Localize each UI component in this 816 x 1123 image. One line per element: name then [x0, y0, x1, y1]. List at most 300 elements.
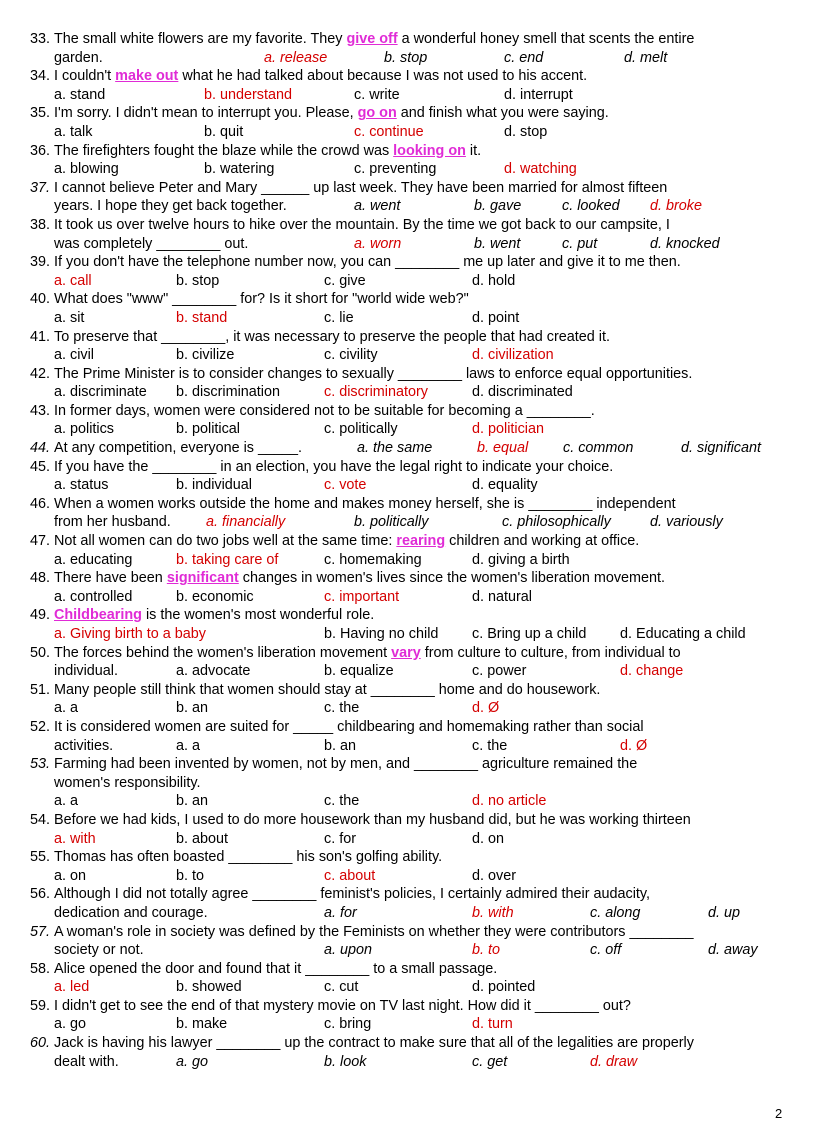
question-text: [54, 290, 787, 309]
question-text-pre: Many people still think that women should stay at ________ home and do housework.: [54, 681, 601, 698]
question-44: [30, 439, 787, 458]
keyword-highlight: go on: [357, 105, 397, 122]
question-number: 58.: [30, 960, 51, 977]
question-text: [54, 104, 787, 123]
answer-option: a. civil: [54, 347, 94, 364]
answer-option: a. go: [176, 1053, 209, 1070]
question-text: [54, 923, 787, 942]
question-text: [54, 365, 787, 384]
correct-answer-option: b. understand: [204, 86, 293, 103]
question-55: [30, 848, 787, 885]
correct-answer-option: a. release: [264, 49, 328, 66]
correct-answer-option: d. change: [620, 663, 684, 680]
question-text-pre: Thomas has often boasted ________ his son's golfing ability.: [54, 849, 443, 866]
answer-option: b. gave: [474, 198, 522, 215]
answer-option: d. point: [472, 309, 520, 326]
question-text: [54, 532, 787, 551]
answer-options: [54, 383, 787, 402]
question-36: [30, 142, 787, 179]
question-stem: [30, 811, 787, 830]
answer-options: [54, 830, 787, 849]
question-text-pre: The forces behind the women's liberation movement: [54, 644, 392, 661]
keyword-highlight: looking on: [393, 142, 466, 159]
answer-options: [54, 978, 787, 997]
answer-option: c. the: [324, 700, 360, 717]
answer-option: b. watering: [204, 161, 275, 178]
question-text-pre: Although I did not totally agree ________ feminist's policies, I certainly admired their audacity,: [54, 886, 651, 903]
question-number: 50.: [30, 644, 51, 661]
answer-option: a. a: [176, 737, 201, 754]
question-text: [54, 718, 787, 737]
answer-option: c. civility: [324, 347, 378, 364]
answer-option: d. giving a birth: [472, 551, 570, 568]
correct-answer-option: d. watching: [504, 161, 577, 178]
answer-option: b. went: [474, 235, 521, 252]
question-text-line2: individual.: [54, 663, 118, 680]
keyword-highlight: vary: [391, 644, 421, 661]
question-33: [30, 30, 787, 67]
question-text-pre: Jack is having his lawyer ________ up the contract to make sure that all of the legalities are properly: [54, 1035, 694, 1052]
question-46: [30, 495, 787, 532]
question-text-line2: from her husband.: [54, 514, 171, 531]
question-text-pre: I didn't get to see the end of that mystery movie on TV last night. How did it ________ out?: [54, 997, 631, 1014]
answer-options: [54, 272, 787, 291]
question-stem: [30, 960, 787, 979]
answer-options: [54, 699, 787, 718]
question-number: 37.: [30, 179, 51, 196]
question-number: 55.: [30, 849, 51, 866]
question-text: [54, 644, 787, 663]
answer-option: a. politics: [54, 421, 114, 438]
question-stem: [30, 30, 787, 49]
answer-option: c. along: [590, 904, 641, 921]
answer-option: d. interrupt: [504, 86, 573, 103]
question-number: 52.: [30, 718, 51, 735]
question-text: [54, 885, 787, 904]
question-number: 59.: [30, 997, 51, 1014]
answer-options: [54, 625, 787, 644]
question-text: [54, 811, 787, 830]
question-text-pre: When a women works outside the home and makes money herself, she is ________ independent: [54, 495, 676, 512]
answer-option: d. melt: [624, 49, 668, 66]
question-48: [30, 569, 787, 606]
answer-option: b. an: [176, 700, 209, 717]
answer-option: c. write: [354, 86, 400, 103]
correct-answer-option: d. turn: [472, 1016, 513, 1033]
answer-options: [54, 737, 787, 756]
answer-option: a. sit: [54, 309, 85, 326]
answer-options: [54, 197, 787, 216]
answer-option: a. a: [54, 700, 79, 717]
answer-options: [54, 160, 787, 179]
answer-options: [54, 476, 787, 495]
question-text: [54, 681, 787, 700]
answer-option: a. the same: [357, 440, 433, 457]
question-text: [54, 495, 787, 514]
answer-option: a. upon: [324, 942, 373, 959]
correct-answer-option: d. civilization: [472, 347, 554, 364]
correct-answer-option: d. Ø: [472, 700, 500, 717]
correct-answer-option: b. equal: [477, 440, 529, 457]
question-text-post: children and working at office.: [445, 533, 640, 550]
answer-option: b. look: [324, 1053, 367, 1070]
keyword-highlight: give off: [346, 31, 398, 47]
question-stem: [30, 439, 787, 458]
answer-option: d. pointed: [472, 979, 536, 996]
answer-option: c. for: [324, 830, 356, 847]
answer-option: a. controlled: [54, 588, 133, 605]
question-number: 56.: [30, 886, 51, 903]
answer-option: b. discrimination: [176, 384, 280, 401]
question-stem: [30, 402, 787, 421]
answer-option: c. politically: [324, 421, 398, 438]
answer-options: [54, 309, 787, 328]
question-47: [30, 532, 787, 569]
question-text-pre: I'm sorry. I didn't mean to interrupt you. Please,: [54, 105, 358, 122]
answer-option: d. natural: [472, 588, 533, 605]
answer-option: b. individual: [176, 477, 253, 494]
question-53: [30, 755, 787, 811]
answer-options: [54, 792, 787, 811]
answer-options: [54, 49, 787, 68]
answer-option: a. on: [54, 867, 87, 884]
answer-option: c. common: [563, 440, 634, 457]
answer-option: d. hold: [472, 272, 516, 289]
correct-answer-option: a. financially: [206, 514, 286, 531]
question-number: 57.: [30, 923, 51, 940]
answer-option: a. for: [324, 904, 357, 921]
question-stem: [30, 997, 787, 1016]
question-text-pre: Before we had kids, I used to do more housework than my husband did, but he was working thirteen: [54, 811, 691, 828]
question-stem: [30, 885, 787, 904]
answer-option: a. educating: [54, 551, 133, 568]
correct-answer-option: a. call: [54, 272, 92, 289]
correct-answer-option: a. led: [54, 979, 90, 996]
question-text-pre: Alice opened the door and found that it ________ to a small passage.: [54, 960, 498, 977]
question-text-post: is the women's most wonderful role.: [141, 607, 375, 624]
correct-answer-option: d. Ø: [620, 737, 648, 754]
answer-option: b. equalize: [324, 663, 394, 680]
correct-answer-option: b. stand: [176, 309, 228, 326]
question-number: 38.: [30, 216, 51, 233]
answer-option: b. economic: [176, 588, 254, 605]
question-text-pre: In former days, women were considered not to be suitable for becoming a ________.: [54, 402, 595, 419]
answer-options: [54, 346, 787, 365]
question-text: [54, 960, 787, 979]
question-stem: [30, 104, 787, 123]
question-text: [54, 848, 787, 867]
answer-option: d. away: [708, 942, 758, 959]
question-58: [30, 960, 787, 997]
answer-options: [54, 235, 787, 254]
question-number: 36.: [30, 142, 51, 159]
question-number: 33.: [30, 31, 51, 47]
question-text-line2: activities.: [54, 737, 114, 754]
question-text-pre: To preserve that ________, it was necessary to preserve the people that had created it.: [54, 328, 610, 345]
answer-option: d. over: [472, 867, 516, 884]
question-number: 43.: [30, 402, 51, 419]
answer-option: d. on: [472, 830, 505, 847]
question-stem: [30, 755, 787, 774]
answer-option: d. equality: [472, 477, 538, 494]
question-37: [30, 179, 787, 216]
question-number: 53.: [30, 756, 51, 773]
correct-answer-option: b. taking care of: [176, 551, 279, 568]
answer-option: a. blowing: [54, 161, 119, 178]
question-number: 46.: [30, 495, 51, 512]
question-number: 54.: [30, 811, 51, 828]
question-number: 35.: [30, 105, 51, 122]
answer-option: b. quit: [204, 123, 244, 140]
answer-options: [54, 1015, 787, 1034]
question-number: 48.: [30, 570, 51, 587]
answer-option: c. put: [562, 235, 598, 252]
answer-option: c. the: [324, 793, 360, 810]
answer-option: a. discriminate: [54, 384, 147, 401]
question-text: [54, 179, 787, 198]
question-42: [30, 365, 787, 402]
answer-option: a. talk: [54, 123, 93, 140]
question-text-pre: Not all women can do two jobs well at the same time:: [54, 533, 397, 550]
question-stem: [30, 532, 787, 551]
question-stem: [30, 606, 787, 625]
page-number: 2: [775, 1106, 783, 1121]
correct-answer-option: d. draw: [590, 1053, 638, 1070]
question-number: 44.: [30, 440, 51, 457]
answer-option: b. Having no child: [324, 626, 439, 642]
answer-option: b. to: [176, 867, 205, 884]
question-text: [54, 458, 787, 477]
question-stem: [30, 848, 787, 867]
question-number: 47.: [30, 533, 51, 550]
question-text-line2: garden.: [54, 49, 103, 66]
question-text-pre: There have been: [54, 570, 167, 587]
question-text-pre: If you have the ________ in an election, you have the legal right to indicate your choice.: [54, 458, 614, 475]
question-stem: [30, 495, 787, 514]
question-text: [54, 1034, 787, 1053]
answer-option: b. politically: [354, 514, 429, 531]
question-text: [54, 606, 787, 625]
question-text: [54, 67, 787, 86]
question-sheet: [30, 30, 787, 1071]
question-text-pre: I cannot believe Peter and Mary ______ up last week. They have been married for almost fifteen: [54, 179, 668, 196]
question-text: [54, 402, 787, 421]
question-text-pre: It took us over twelve hours to hike over the mountain. By the time we got back to our campsite, I: [54, 216, 670, 233]
question-text-post: from culture to culture, from individual to: [420, 644, 681, 661]
answer-option: b. stop: [384, 49, 428, 66]
question-number: 51.: [30, 681, 51, 698]
question-34: [30, 67, 787, 104]
question-stem: [30, 644, 787, 663]
question-stem: [30, 569, 787, 588]
question-59: [30, 997, 787, 1034]
answer-option: d. variously: [650, 514, 723, 531]
question-text-pre: It is considered women are suited for _____ childbearing and homemaking rather than social: [54, 718, 644, 735]
question-text-pre: The small white flowers are my favorite. They: [54, 31, 347, 47]
keyword-highlight: Childbearing: [54, 607, 142, 624]
question-number: 41.: [30, 328, 51, 345]
question-49: [30, 606, 787, 643]
question-number: 42.: [30, 365, 51, 382]
question-stem: [30, 365, 787, 384]
answer-option: a. go: [54, 1016, 87, 1033]
question-text: [54, 142, 787, 161]
correct-answer-option: c. continue: [354, 123, 424, 140]
answer-option: b. civilize: [176, 347, 235, 364]
correct-answer-option: b. to: [472, 942, 501, 959]
correct-answer-option: c. about: [324, 867, 376, 884]
question-text: [54, 569, 787, 588]
question-number: 45.: [30, 458, 51, 475]
answer-options: [54, 513, 787, 532]
question-text-pre: I couldn't: [54, 68, 116, 85]
answer-option: d. knocked: [650, 235, 720, 252]
question-41: [30, 328, 787, 365]
question-stem: [30, 923, 787, 942]
answer-option: c. preventing: [354, 161, 437, 178]
question-number: 34.: [30, 68, 51, 85]
question-text: [54, 328, 787, 347]
question-text-post: changes in women's lives since the women's liberation movement.: [238, 570, 666, 587]
question-stem: [30, 216, 787, 235]
answer-option: d. up: [708, 904, 741, 921]
answer-options: [54, 86, 787, 105]
answer-option: b. an: [176, 793, 209, 810]
question-text-pre: Farming had been invented by women, not by men, and ________ agriculture remained the: [54, 756, 638, 773]
question-text-line2: society or not.: [54, 942, 144, 959]
question-number: 60.: [30, 1035, 51, 1052]
question-text-pre: At any competition, everyone is _____.: [54, 440, 302, 457]
question-51: [30, 681, 787, 718]
answer-options: [357, 439, 787, 458]
answer-option: c. homemaking: [324, 551, 422, 568]
question-stem: [30, 253, 787, 272]
answer-option: c. bring: [324, 1016, 372, 1033]
answer-option: c. get: [472, 1053, 508, 1070]
question-stem: [30, 67, 787, 86]
question-stem: [30, 179, 787, 198]
question-38: [30, 216, 787, 253]
question-52: [30, 718, 787, 755]
answer-options: [54, 123, 787, 142]
answer-option: b. an: [324, 737, 357, 754]
question-number: 39.: [30, 254, 51, 271]
answer-options: [54, 662, 787, 681]
question-stem: [30, 328, 787, 347]
question-54: [30, 811, 787, 848]
correct-answer-option: c. vote: [324, 477, 367, 494]
question-stem: [30, 681, 787, 700]
answer-option: b. make: [176, 1016, 228, 1033]
question-text-pre: The Prime Minister is to consider changes to sexually ________ laws to enforce equal opportunities.: [54, 365, 693, 382]
answer-option: a. advocate: [176, 663, 251, 680]
answer-option: c. looked: [562, 198, 620, 215]
question-text-pre: If you don't have the telephone number now, you can ________ me up later and give it to me then.: [54, 254, 681, 271]
question-56: [30, 885, 787, 922]
answer-option: d. discriminated: [472, 384, 573, 401]
answer-options: [54, 941, 787, 960]
answer-option: c. end: [504, 49, 544, 66]
answer-option: b. showed: [176, 979, 242, 996]
question-text: [54, 216, 787, 235]
keyword-highlight: significant: [166, 570, 239, 587]
question-text: [54, 30, 787, 49]
answer-option: c. give: [324, 272, 366, 289]
answer-option: d. significant: [681, 440, 761, 457]
answer-options: [54, 588, 787, 607]
answer-option: c. power: [472, 663, 527, 680]
question-60: [30, 1034, 787, 1071]
keyword-highlight: make out: [115, 68, 179, 85]
question-45: [30, 458, 787, 495]
question-39: [30, 253, 787, 290]
answer-options: [54, 904, 787, 923]
correct-answer-option: d. politician: [472, 421, 544, 438]
answer-option: c. off: [590, 942, 622, 959]
answer-option: a. went: [354, 198, 401, 215]
question-stem: [30, 290, 787, 309]
question-text: [54, 439, 357, 458]
answer-option: b. stop: [176, 272, 220, 289]
correct-answer-option: c. important: [324, 588, 400, 605]
question-text: [54, 253, 787, 272]
question-text-line2: years. I hope they get back together.: [54, 198, 287, 215]
answer-option: d. stop: [504, 123, 548, 140]
question-number: 49.: [30, 607, 51, 624]
answer-options: [54, 551, 787, 570]
answer-option: a. status: [54, 477, 109, 494]
answer-option: c. Bring up a child: [472, 626, 587, 642]
question-text-line2: dealt with.: [54, 1053, 119, 1070]
question-text: [54, 755, 787, 774]
question-57: [30, 923, 787, 960]
answer-option: a. stand: [54, 86, 106, 103]
question-text-post: what he had talked about because I was not used to his accent.: [178, 68, 588, 85]
question-text: [54, 997, 787, 1016]
question-text-pre: A woman's role in society was defined by the Feminists on whether they were contributors ________: [54, 923, 694, 940]
question-number: 40.: [30, 291, 51, 308]
question-text-line2: was completely ________ out.: [54, 235, 249, 252]
correct-answer-option: d. no article: [472, 793, 547, 810]
question-40: [30, 290, 787, 327]
answer-option: a. a: [54, 793, 79, 810]
answer-option: b. political: [176, 421, 240, 438]
answer-option: c. the: [472, 737, 508, 754]
question-text-post: it.: [465, 142, 482, 159]
question-43: [30, 402, 787, 439]
question-stem: [30, 718, 787, 737]
correct-answer-option: c. discriminatory: [324, 384, 428, 401]
correct-answer-option: b. with: [472, 904, 514, 921]
question-text-line2: dedication and courage.: [54, 904, 208, 921]
question-text-pre: What does "www" ________ for? Is it short for "world wide web?": [54, 291, 469, 308]
keyword-highlight: rearing: [396, 533, 446, 550]
answer-option: d. Educating a child: [620, 626, 746, 642]
answer-option: c. philosophically: [502, 514, 611, 531]
correct-answer-option: a. Giving birth to a baby: [54, 626, 206, 642]
correct-answer-option: a. with: [54, 830, 96, 847]
answer-options: [54, 420, 787, 439]
correct-answer-option: a. worn: [354, 235, 402, 252]
question-text-line2: women's responsibility.: [54, 774, 201, 791]
question-stem: [30, 1034, 787, 1053]
question-text-post: a wonderful honey smell that scents the entire: [397, 31, 695, 47]
correct-answer-option: d. broke: [650, 198, 702, 215]
question-text-pre: The firefighters fought the blaze while the crowd was: [54, 142, 394, 159]
question-text-post: and finish what you were saying.: [396, 105, 609, 122]
question-stem: [30, 142, 787, 161]
question-stem: [30, 458, 787, 477]
